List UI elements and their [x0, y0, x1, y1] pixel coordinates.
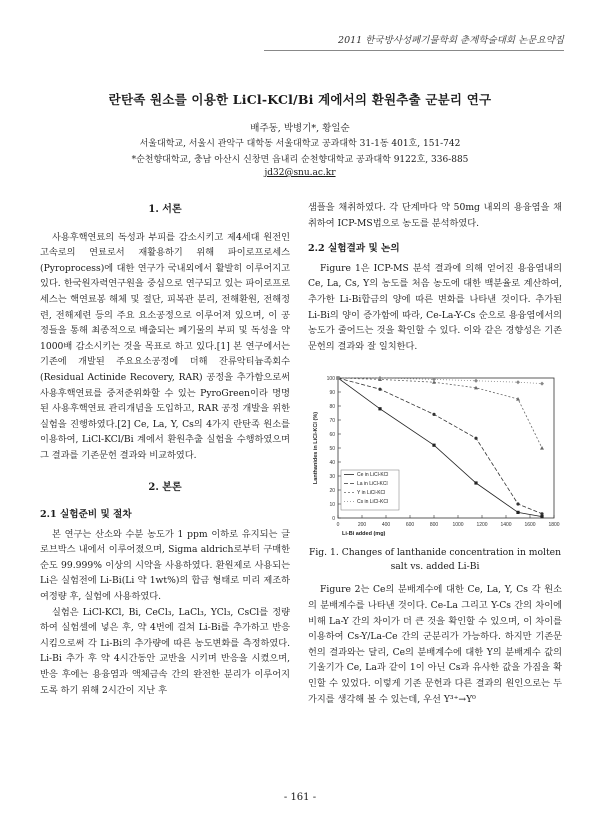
- figure-1: [308, 370, 562, 574]
- conference-header: 2011 한국방사성폐기물학회 춘계학술대회 논문요약집: [264, 32, 564, 51]
- series-line-4: [338, 378, 542, 384]
- right-column: [308, 200, 562, 707]
- y-tick-label: 80: [329, 404, 335, 411]
- data-point: [432, 413, 435, 416]
- introduction-paragraph: 사용후핵연료의 독성과 부피를 감소시키고 제4세대 원전인 고속로의 연료로서 재활용하기 위해 파이로프로세스(Pyroprocess)에 대한 연구가 국내외에서 활발히 이루어지고 있다. 한국원자력연구원을 중심으로 연구되고 있는 파이로프로세스는 핵연료봉 해체 및 절단, 피복관 분리, 전해환원, 전해정련, 전해제련 등의 주요 요소공정으로 이루어져 있으며, 이 공정들을 통해 최종적으로 배출되는 폐기물의 부피 및 독성을 약 1000배 감소시키는 것을 목표로 하고 있다.[1] 본 연구에서는 기존에 개발된 주요요소공정에 더해 잔류악티늄족회수(Residual Actinide Recovery, RAR) 공정을 추가함으로써 사용후핵연료를 중저준위화할 수 있는 PyroGreen이라 명명된 사용후핵연료 관리개념을 도입하고, RAR 공정 개발을 위한 실험을 진행하였다.[2] Ce, La, Y, Cs의 4가지 란탄족 원소를 이용하여, LiCl-KCl/Bi 계에서 환원추출 실험을 수행하였으며 그 결과를 기존문헌 결과와 비교하였다.: [40, 231, 290, 461]
- data-point: [378, 388, 381, 391]
- x-tick-label: 800: [429, 522, 439, 529]
- x-tick-label: 1600: [524, 522, 536, 529]
- x-tick-label: 1000: [452, 522, 464, 529]
- y-tick-label: 10: [329, 502, 335, 509]
- author-email[interactable]: jd32@snu.ac.kr: [264, 168, 336, 178]
- data-point: [378, 408, 381, 411]
- x-tick-label: 1200: [476, 522, 488, 529]
- x-tick-label: 1800: [548, 522, 560, 529]
- section-body-title: 2. 본론: [148, 481, 182, 493]
- x-tick-label: 400: [381, 522, 391, 529]
- lanthanide-concentration-chart: [308, 370, 562, 540]
- figure-1-caption: Fig. 1. Changes of lanthanide concentration in molten salt vs. added Li-Bi: [308, 547, 562, 573]
- data-point: [540, 446, 544, 450]
- methods-paragraph-2: 실험은 LiCl-KCl, Bi, CeCl₃, LaCl₃, YCl₃, CsCl를 정량하여 실험셀에 넣은 후, 약 4번에 걸쳐 Li-Bi를 추가하고 반응시킴으로써 각 Li-Bi의 추가량에 따른 농도변화를 측정하였다. Li-Bi 추가 후 약 4시간동안 교반을 시키며 반응을 시켰으며, 반응 후에는 용융염과 액체금속 간의 완전한 분리가 이루어지도록 하기 위해 2시간이 지난 후: [40, 606, 290, 696]
- results-paragraph-1: Figure 1은 ICP-MS 분석 결과에 의해 얻어진 용융염내의 Ce, La, Cs, Y의 농도를 처음 농도에 대한 백분율로 계산하여, 추가한 Li-Bi합금의 양에 따른 변화를 나타낸 것이다. 추가된 Li-Bi의 양이 증가함에 따라, Ce-La-Y-Cs 순으로 용융염에서의 농도가 줄어드는 것을 확인할 수 있다. 이와 같은 경향성은 기존 문헌의 결과와 잘 일치한다.: [308, 262, 562, 352]
- data-point: [540, 515, 543, 518]
- legend-label: Cs in LiCl-KCl: [357, 499, 389, 506]
- data-point: [516, 511, 519, 514]
- subsection-2-2-title: 2.2 실험결과 및 논의: [308, 243, 400, 255]
- x-tick-label: 0: [336, 522, 340, 529]
- x-axis-label: Li-Bi added (mg): [342, 531, 386, 538]
- data-point: [474, 379, 478, 383]
- series-line-3: [338, 378, 542, 448]
- paper-title: 란탄족 원소를 이용한 LiCl-KCl/Bi 계에서의 환원추출 군분리 연구: [108, 92, 492, 107]
- x-tick-label: 1400: [500, 522, 512, 529]
- data-point: [540, 513, 543, 516]
- y-tick-label: 0: [332, 516, 335, 523]
- x-tick-label: 200: [357, 522, 367, 529]
- methods-paragraph-continued: 샘플을 채취하였다. 각 단계마다 약 50mg 내외의 용융염을 채취하여 ICP-MS법으로 농도를 분석하였다.: [308, 202, 562, 229]
- y-tick-label: 70: [329, 418, 335, 425]
- methods-paragraph-1: 본 연구는 산소와 수분 농도가 1 ppm 이하로 유지되는 글로브박스 내에서 이루어졌으며, Sigma aldrich로부터 구매한 순도 99.999% 이상의 시약을 사용하였다. 환원제로 사용되는 Li은 실험전에 Li-Bi(Li 약 1wt%)의 합금 형태로 미리 제조하여정량 후, 실험에 사용하였다.: [40, 528, 290, 603]
- legend-label: Y in LiCl-KCl: [357, 490, 386, 497]
- data-point: [432, 444, 435, 447]
- data-point: [516, 503, 519, 506]
- legend-label: La in LiCl-KCl: [357, 481, 388, 488]
- y-tick-label: 30: [329, 474, 335, 481]
- data-point: [516, 381, 520, 385]
- data-point: [474, 482, 477, 485]
- y-tick-label: 90: [329, 390, 335, 397]
- subsection-2-1-title: 2.1 실험준비 및 절차: [40, 509, 132, 521]
- left-column: [40, 200, 290, 698]
- y-axis-label: Lanthanides in LiCl-KCl (%): [313, 412, 319, 485]
- paper-authors: 배주동, 박병기*, 황일순: [250, 123, 350, 134]
- y-tick-label: 50: [329, 446, 335, 453]
- y-tick-label: 100: [326, 376, 335, 383]
- legend-label: Ce in LiCl-KCl: [357, 472, 389, 479]
- results-paragraph-2: Figure 2는 Ce의 분배계수에 대한 Ce, La, Y, Cs 각 원소의 분배계수를 나타낸 것이다. Ce-La 그리고 Y-Cs 간의 차이에 비해 La-Y 간의 차이가 더 큰 것을 확인할 수 있으며, 이 차이를 이용하여 Cs-Y/La-Ce 간의 군분리가 가능하다. 하지만 기존문헌의 결과와는 달리, Ce의 분배계수에 대한 Y의 분배계수 값의 기울기가 Ce, La과 같이 1이 아닌 Cs과 유사한 값을 가짐을 확인할 수 있었다. 이렇게 기존 문헌과 다른 결과의 원인으로는 두가지를 생각해 볼 수 있는데, 우선 Y³⁺→Y⁰: [308, 584, 562, 705]
- data-point: [540, 382, 544, 386]
- y-tick-label: 20: [329, 488, 335, 495]
- affiliation-2: *순천향대학교, 충남 아산시 신창면 읍내리 순천향대학교 공과대학 9122호, 336-885: [131, 155, 469, 165]
- x-tick-label: 600: [405, 522, 415, 529]
- section-introduction-title: 1. 서론: [148, 204, 182, 215]
- page-number: - 161 -: [283, 792, 317, 803]
- data-point: [474, 437, 477, 440]
- affiliation-1: 서울대학교, 서울시 관악구 대학동 서울대학교 공과대학 31-1동 401호, 151-742: [139, 139, 461, 149]
- y-tick-label: 60: [329, 432, 335, 439]
- y-tick-label: 40: [329, 460, 335, 467]
